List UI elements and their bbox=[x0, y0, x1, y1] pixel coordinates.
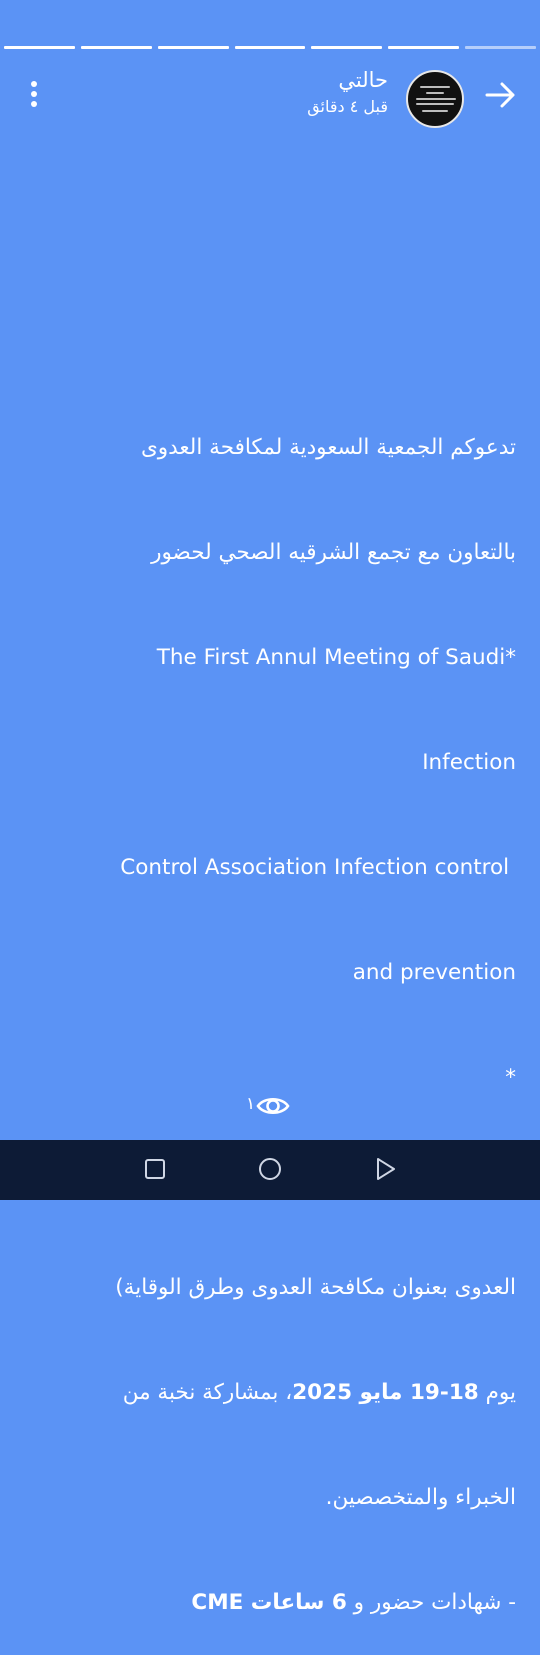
triangle-back-icon[interactable] bbox=[372, 1156, 398, 1182]
status-line: Control Association Infection control bbox=[120, 855, 516, 880]
views-indicator[interactable] bbox=[0, 1092, 540, 1122]
circle-icon[interactable] bbox=[257, 1156, 283, 1182]
status-line: * bbox=[505, 1065, 516, 1090]
status-line: and prevention bbox=[352, 960, 516, 985]
date-prefix: يوم bbox=[478, 1380, 516, 1405]
progress-segment bbox=[311, 46, 382, 49]
story-progress-bar bbox=[4, 46, 536, 49]
status-line: الخبراء والمتخصصين. bbox=[325, 1485, 516, 1510]
status-line: Infection bbox=[422, 750, 516, 775]
status-line: *The First Annul Meeting of Saudi bbox=[156, 645, 516, 670]
story-title: حالتي bbox=[338, 68, 388, 92]
progress-segment bbox=[388, 46, 459, 49]
story-time: قبل ٤ دقائق bbox=[307, 97, 388, 116]
story-title-block bbox=[307, 66, 388, 118]
cert-hours: 6 ساعات CME bbox=[191, 1590, 347, 1615]
more-vertical-icon[interactable] bbox=[20, 78, 48, 112]
status-cert-line bbox=[20, 1585, 516, 1620]
view-count: ١ bbox=[246, 1094, 256, 1114]
date-suffix: ، بمشاركة نخبة من bbox=[122, 1380, 293, 1405]
square-icon[interactable] bbox=[142, 1156, 168, 1182]
progress-segment-current bbox=[465, 46, 536, 49]
cert-prefix: - شهادات حضور و bbox=[346, 1590, 516, 1615]
story-header bbox=[0, 64, 540, 134]
progress-segment bbox=[4, 46, 75, 49]
status-line: تدعوكم الجمعية السعودية لمكافحة العدوى bbox=[140, 435, 516, 460]
status-date-line bbox=[20, 1375, 516, 1410]
avatar[interactable] bbox=[406, 70, 464, 128]
system-navbar bbox=[0, 1140, 540, 1200]
progress-segment bbox=[235, 46, 306, 49]
status-line: العدوى بعنوان مكافحة العدوى وطرق الوقاية) bbox=[115, 1275, 516, 1300]
progress-segment bbox=[158, 46, 229, 49]
arrow-right-icon[interactable] bbox=[484, 80, 518, 110]
status-text bbox=[20, 360, 516, 1655]
eye-icon bbox=[256, 1095, 290, 1117]
status-line: بالتعاون مع تجمع الشرقيه الصحي لحضور bbox=[151, 540, 516, 565]
progress-segment bbox=[81, 46, 152, 49]
event-date: 18-19 مايو 2025 bbox=[292, 1380, 479, 1405]
